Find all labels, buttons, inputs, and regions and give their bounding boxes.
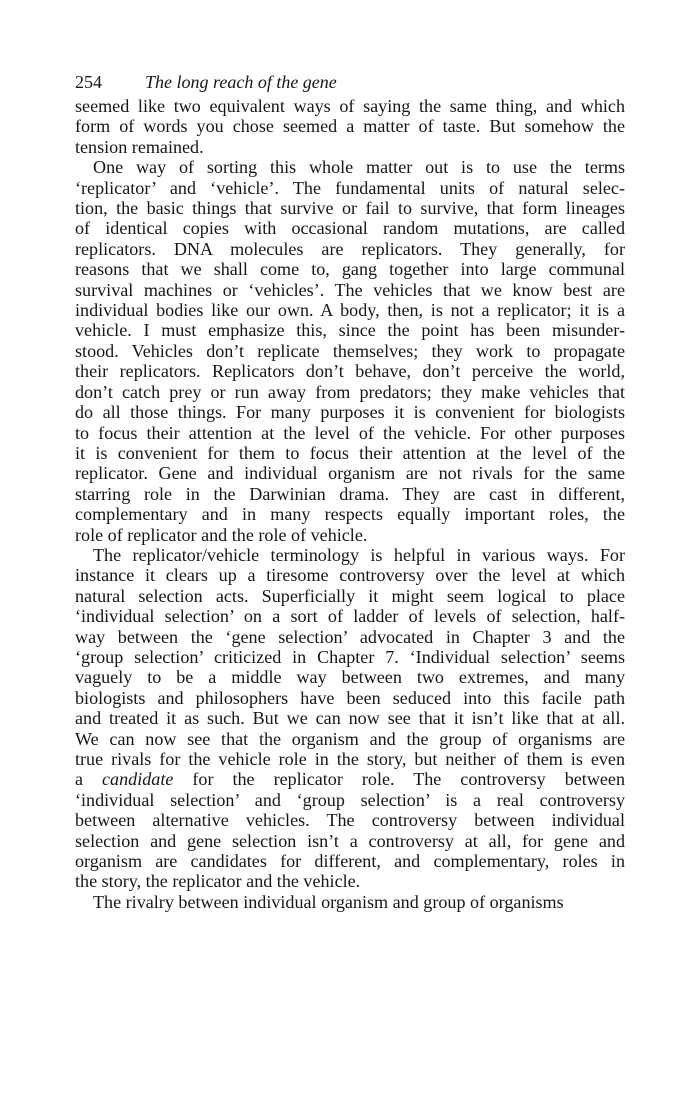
text-line: form of words you chose seemed a matter of taste. But somehow the bbox=[75, 116, 625, 137]
text-line: between alternative vehicles. The controversy between individual bbox=[75, 810, 625, 831]
paragraph bbox=[75, 545, 625, 892]
text-line: We can now see that the organism and the group of organisms are bbox=[75, 728, 625, 749]
text-line: do all those things. For many purposes it is convenient for biologists bbox=[75, 402, 625, 423]
text-line: individual bodies like our own. A body, then, is not a replicator; it is a bbox=[75, 300, 625, 321]
text-line: reasons that we shall come to, gang together into large communal bbox=[75, 259, 625, 280]
text-line: starring role in the Darwinian drama. They are cast in different, bbox=[75, 483, 625, 504]
text-line: their replicators. Replicators don’t behave, don’t perceive the world, bbox=[75, 361, 625, 382]
text-line: a candidate for the replicator role. The controversy between bbox=[75, 769, 625, 790]
text-line: ‘group selection’ criticized in Chapter 7. ‘Individual selection’ seems bbox=[75, 646, 625, 667]
text-line: it is convenient for them to focus their attention at the level of the bbox=[75, 442, 625, 463]
text-line: The replicator/vehicle terminology is helpful in various ways. For bbox=[93, 544, 625, 565]
text-line: vaguely to be a middle way between two extremes, and many bbox=[75, 667, 625, 688]
text-line: biologists and philosophers have been seduced into this facile path bbox=[75, 687, 625, 708]
running-head bbox=[75, 70, 625, 94]
text-line: stood. Vehicles don’t replicate themselves; they work to propagate bbox=[75, 340, 625, 361]
text-line: instance it clears up a tiresome controversy over the level at which bbox=[75, 565, 625, 586]
text-line: tion, the basic things that survive or fail to survive, that form lineages bbox=[75, 198, 625, 219]
running-title: The long reach of the gene bbox=[145, 72, 337, 92]
text-line: The rivalry between individual organism and group of organisms bbox=[93, 891, 564, 912]
text-line: role of replicator and the role of vehicle. bbox=[75, 524, 368, 545]
text-line: the story, the replicator and the vehicle. bbox=[75, 871, 361, 892]
text-line: way between the ‘gene selection’ advocated in Chapter 3 and the bbox=[75, 626, 625, 647]
text-line: of identical copies with occasional random mutations, are called bbox=[75, 218, 625, 239]
text-line: true rivals for the vehicle role in the story, but neither of them is even bbox=[75, 749, 625, 769]
text-line: ‘replicator’ and ‘vehicle’. The fundamental units of natural selec- bbox=[75, 177, 625, 198]
text-line: ‘individual selection’ on a sort of ladder of levels of selection, half- bbox=[75, 606, 625, 627]
text-line: survival machines or ‘vehicles’. The vehicles that we know best are bbox=[75, 279, 625, 300]
text-line: and treated it as such. But we can now see that it isn’t like that at all. bbox=[75, 708, 625, 729]
text-line: vehicle. I must emphasize this, since the point has been misunder- bbox=[75, 320, 625, 341]
paragraph bbox=[75, 96, 625, 157]
text-line: to focus their attention at the level of the vehicle. For other purposes bbox=[75, 422, 625, 443]
paragraph bbox=[75, 892, 625, 912]
text-line: replicator. Gene and individual organism are not rivals for the same bbox=[75, 463, 625, 484]
book-page bbox=[75, 70, 625, 912]
body-text bbox=[75, 96, 625, 912]
text-line: ‘individual selection’ and ‘group selection’ is a real controversy bbox=[75, 789, 625, 810]
text-line: tension remained. bbox=[75, 136, 204, 157]
text-line: replicators. DNA molecules are replicators. They generally, for bbox=[75, 238, 625, 259]
text-line: One way of sorting this whole matter out is to use the terms bbox=[93, 157, 625, 178]
text-line: don’t catch prey or run away from predators; they make vehicles that bbox=[75, 381, 625, 402]
paragraph bbox=[75, 157, 625, 545]
text-line: selection and gene selection isn’t a controversy at all, for gene and bbox=[75, 830, 625, 851]
page-number: 254 bbox=[75, 72, 102, 92]
text-line: natural selection acts. Superficially it might seem logical to place bbox=[75, 585, 625, 606]
text-line: organism are candidates for different, and complementary, roles in bbox=[75, 851, 625, 872]
text-line: seemed like two equivalent ways of saying the same thing, and which bbox=[75, 96, 625, 116]
text-line: complementary and in many respects equally important roles, the bbox=[75, 504, 625, 525]
